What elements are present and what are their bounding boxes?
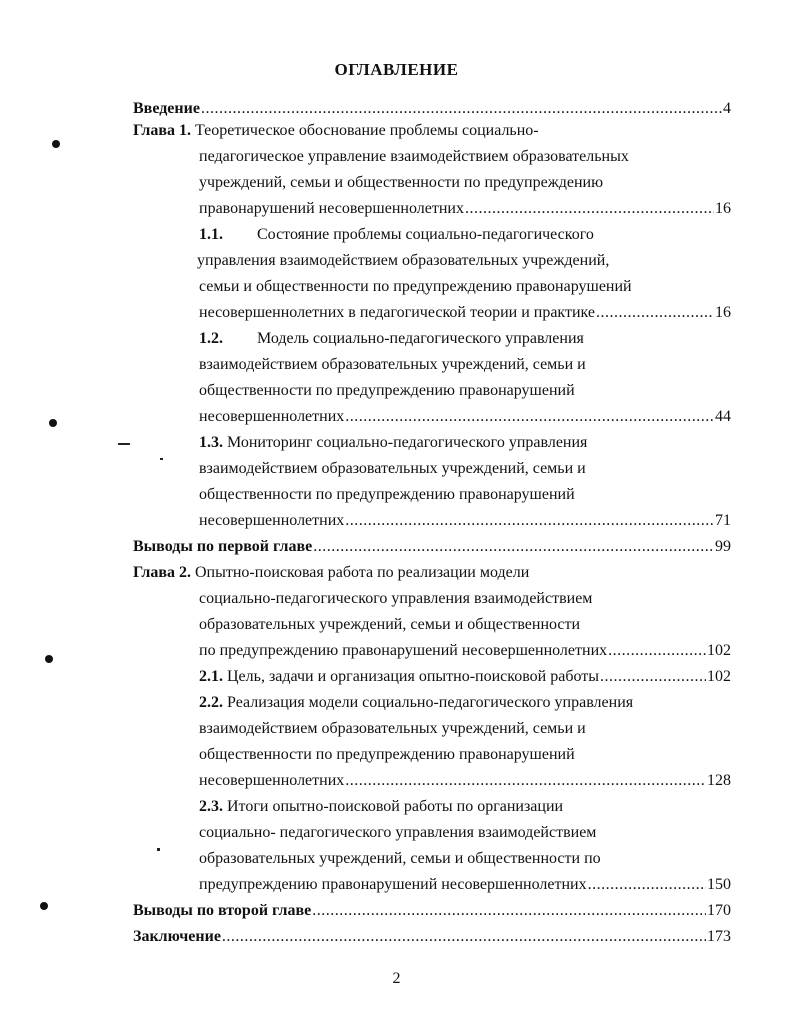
toc-line	[199, 198, 731, 220]
toc-line: Состояние проблемы социально-педагогического	[257, 226, 594, 243]
toc-line: Реализация модели социально-педагогического управления	[227, 694, 634, 711]
scan-speck	[160, 458, 163, 460]
toc-label: несовершеннолетних	[199, 772, 345, 789]
toc-page-number: 4	[723, 100, 731, 117]
toc-section-number: 1.1.	[199, 226, 223, 243]
dot-leader	[588, 874, 706, 896]
toc-line: Итоги опытно-поисковой работы по организации	[227, 798, 564, 815]
toc-label: несовершеннолетних	[199, 512, 345, 529]
toc-line: управления взаимодействием образовательных учреждений,	[197, 252, 610, 269]
toc-line: общественности по предупреждению правонарушений	[199, 746, 575, 763]
toc-label: предупреждению правонарушений несовершеннолетних	[199, 876, 587, 893]
toc-section-number: 2.2.	[199, 694, 223, 711]
binder-hole-mark	[45, 655, 53, 663]
toc-entry-section-1-1	[199, 224, 594, 246]
toc-entry-section-2-2	[199, 692, 633, 714]
toc-line	[199, 874, 731, 896]
toc-label: правонарушений несовершеннолетних	[199, 200, 464, 217]
toc-line: Теоретическое обоснование проблемы социально-	[195, 122, 539, 139]
toc-page-number: 102	[707, 642, 731, 659]
toc-line: образовательных учреждений, семьи и общественности по	[199, 850, 601, 867]
toc-label: Введение	[133, 100, 200, 117]
toc-entry-chapter-2	[133, 562, 529, 584]
toc-chapter-prefix: Глава 1.	[133, 122, 191, 139]
toc-entry-introduction	[133, 98, 731, 120]
toc-page-number: 102	[707, 668, 731, 685]
toc-line: Модель социально-педагогического управления	[257, 330, 584, 347]
toc-page-number: 170	[707, 902, 731, 919]
dot-leader	[465, 198, 714, 220]
toc-label: несовершеннолетних	[199, 408, 345, 425]
dot-leader	[345, 406, 714, 428]
toc-line	[199, 770, 731, 792]
toc-entry-section-2-1	[199, 666, 731, 688]
toc-page-number: 173	[707, 928, 731, 945]
toc-line: общественности по предупреждению правонарушений	[199, 486, 575, 503]
toc-page-number: 44	[715, 408, 731, 425]
toc-label: Выводы по первой главе	[133, 538, 313, 555]
toc-entry-section-1-2	[199, 328, 584, 350]
binder-hole-mark	[49, 419, 57, 427]
binder-hole-mark	[52, 140, 60, 148]
toc-entry-section-2-3	[199, 796, 563, 818]
toc-line: Опытно-поисковая работа по реализации модели	[195, 564, 530, 581]
toc-entry-section-1-3	[199, 432, 587, 454]
toc-line: Мониторинг социально-педагогического управления	[227, 434, 588, 451]
scan-speck	[118, 443, 130, 445]
toc-line: образовательных учреждений, семьи и общественности	[199, 616, 581, 633]
toc-page-number: 71	[715, 512, 731, 529]
toc-entry-conclusion	[133, 926, 731, 948]
dot-leader	[312, 900, 706, 922]
toc-label: несовершеннолетних в педагогической теории и практике	[199, 304, 596, 321]
toc-line	[199, 510, 731, 532]
toc-section-number: 1.3.	[199, 434, 223, 451]
dot-leader	[600, 666, 706, 688]
toc-label: по предупреждению правонарушений несовершеннолетних	[199, 642, 608, 659]
toc-label: Цель, задачи и организация опытно-поисковой работы	[227, 668, 599, 685]
toc-line	[199, 640, 731, 662]
dot-leader	[313, 536, 714, 558]
toc-line: семьи и общественности по предупреждению правонарушений	[199, 278, 632, 295]
page-number: 2	[392, 970, 401, 987]
toc-entry-conclusions-chapter-1	[133, 536, 731, 558]
toc-entry-conclusions-chapter-2	[133, 900, 731, 922]
toc-section-number: 2.3.	[199, 798, 223, 815]
dot-leader	[201, 98, 722, 120]
toc-line	[199, 302, 731, 324]
scan-speck	[157, 848, 160, 851]
toc-line: взаимодействием образовательных учреждений, семьи и	[199, 720, 586, 737]
toc-page-number: 16	[715, 200, 731, 217]
toc-label: Заключение	[133, 928, 221, 945]
toc-line: социально- педагогического управления взаимодействием	[199, 824, 597, 841]
toc-line: учреждений, семьи и общественности по предупреждению	[199, 174, 604, 191]
toc-page-number: 99	[715, 538, 731, 555]
dot-leader	[222, 926, 706, 948]
dot-leader	[345, 770, 706, 792]
toc-chapter-prefix: Глава 2.	[133, 564, 191, 581]
binder-hole-mark	[40, 902, 48, 910]
toc-line: взаимодействием образовательных учреждений, семьи и	[199, 356, 586, 373]
toc-page-number: 16	[715, 304, 731, 321]
toc-line: социально-педагогического управления взаимодействием	[199, 590, 593, 607]
dot-leader	[608, 640, 706, 662]
toc-page-number: 150	[707, 876, 731, 893]
toc-line: общественности по предупреждению правонарушений	[199, 382, 575, 399]
toc-line	[199, 406, 731, 428]
toc-section-number: 2.1.	[199, 668, 223, 685]
toc-page-number: 128	[707, 772, 731, 789]
toc-section-number: 1.2.	[199, 330, 223, 347]
toc-label: Выводы по второй главе	[133, 902, 312, 919]
page-title: ОГЛАВЛЕНИЕ	[334, 60, 459, 79]
dot-leader	[345, 510, 714, 532]
toc-line: педагогическое управление взаимодействием образовательных	[199, 148, 629, 165]
dot-leader	[596, 302, 714, 324]
toc-entry-chapter-1	[133, 120, 539, 142]
toc-line: взаимодействием образовательных учреждений, семьи и	[199, 460, 586, 477]
